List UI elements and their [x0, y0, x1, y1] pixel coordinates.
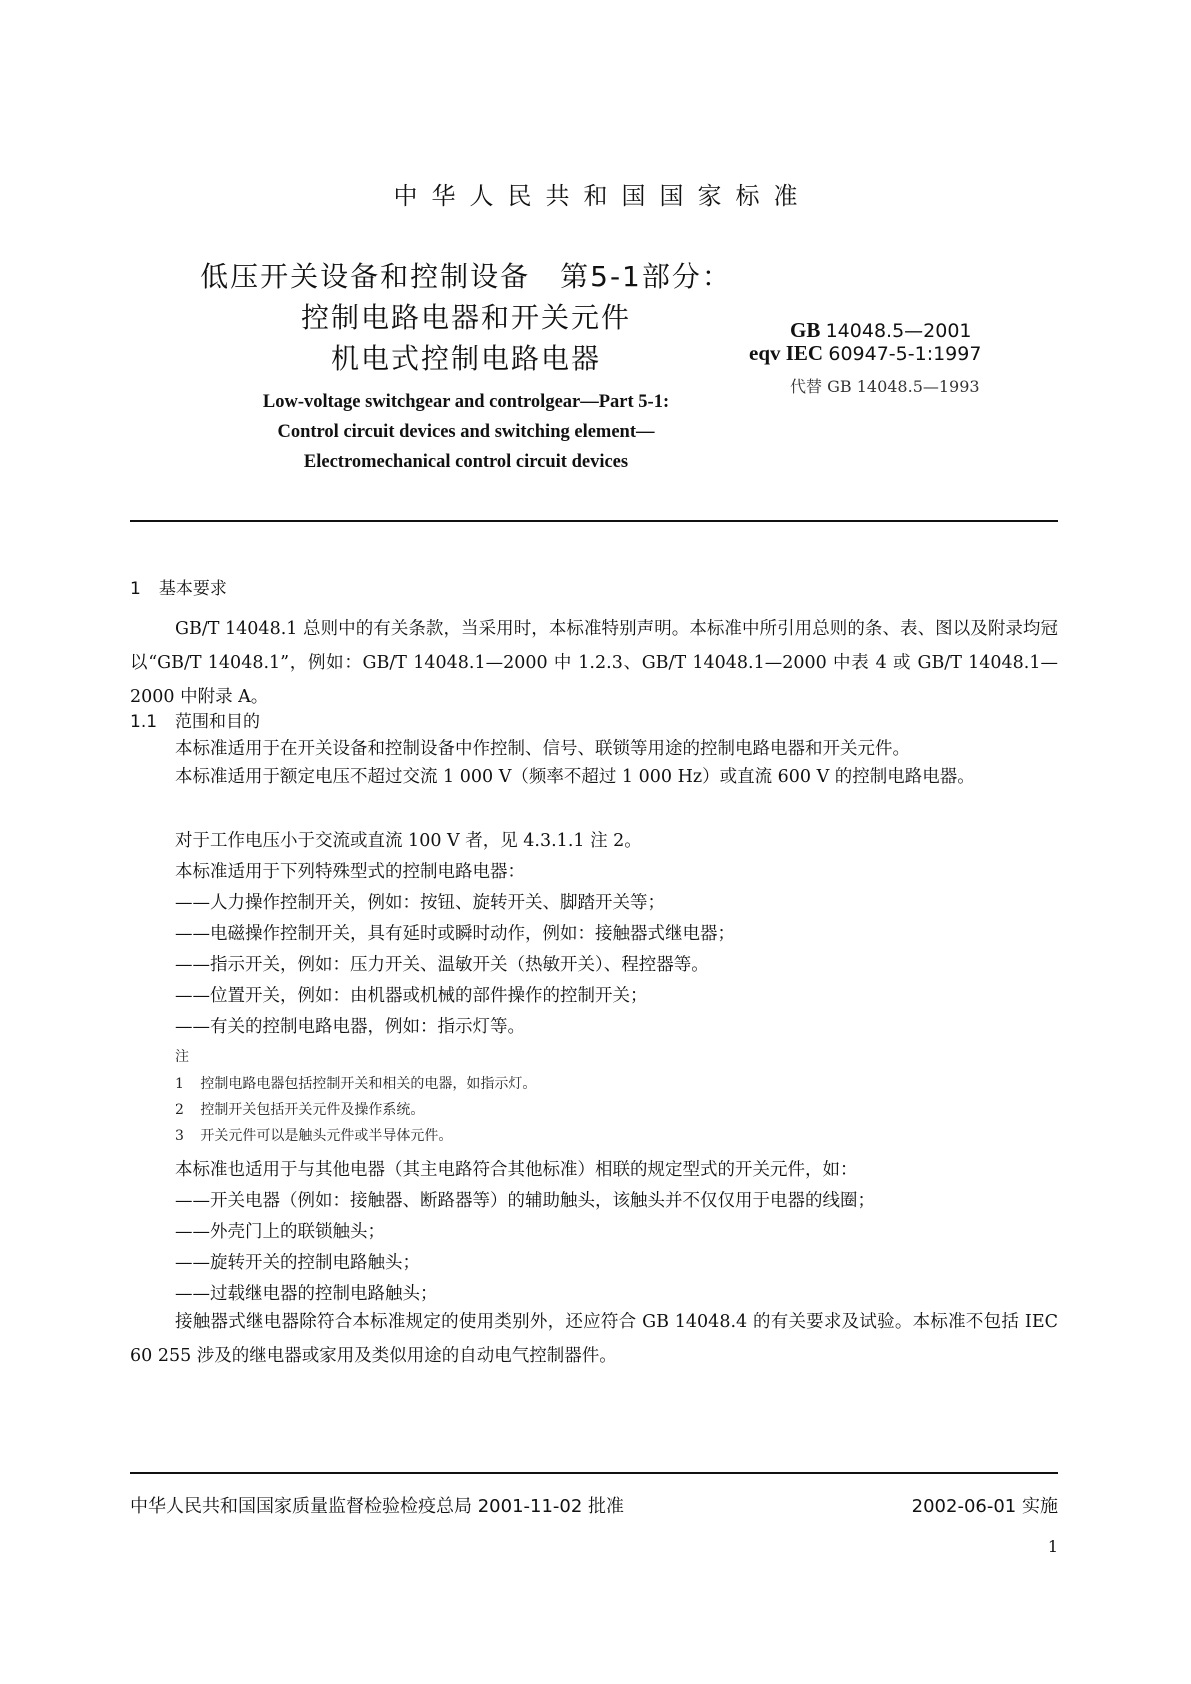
list-item-overload-relay-contacts: ——过载继电器的控制电路触头； [175, 1284, 438, 1304]
list-item-associated-devices: ——有关的控制电路电器，例如：指示灯等。 [175, 1017, 525, 1037]
title-cn-line-2: 控制电路电器和开关元件 [300, 301, 631, 334]
title-en-line-1: Low-voltage switchgear and controlgear—Part 5-1: [262, 392, 670, 412]
note-1 [175, 1073, 536, 1093]
standard-number-value: 14048.5—2001 [825, 320, 972, 342]
note-2-text: 控制开关包括开关元件及操作系统。 [200, 1102, 425, 1118]
title-cn-line-1: 低压开关设备和控制设备 第5-1部分： [200, 260, 732, 293]
note-2-number: 2 [175, 1102, 184, 1118]
national-standard-heading: 中华人民共和国国家标准 [393, 182, 812, 210]
standard-number-prefix: GB [790, 318, 821, 342]
implementation-date: 2002-06-01 实施 [911, 1496, 1058, 1517]
note-label: 注 [175, 1049, 189, 1065]
title-en-line-2: Control circuit devices and switching element— [277, 422, 655, 442]
list-item-pilot-switch: ——指示开关，例如：压力开关、温敏开关（热敏开关）、程控器等。 [175, 955, 709, 975]
title-cn-line-3: 机电式控制电路电器 [330, 342, 601, 375]
page-number: 1 [1047, 1537, 1058, 1556]
list-item-door-interlock: ——外壳门上的联锁触头； [175, 1222, 385, 1242]
note-1-text: 控制电路电器包括控制开关和相关的电器，如指示灯。 [200, 1076, 537, 1092]
section-1-1-heading [130, 707, 260, 732]
list-item-rotary-switch-contacts: ——旋转开关的控制电路触头； [175, 1253, 420, 1273]
list-item-auxiliary-contacts: ——开关电器（例如：接触器、断路器等）的辅助触头，该触头并不仅仅用于电器的线圈； [175, 1191, 875, 1211]
standard-number [790, 318, 972, 343]
approval-statement: 中华人民共和国国家质量监督检验检疫总局 2001-11-02 批准 [130, 1496, 625, 1517]
list-item-position-switch: ——位置开关，例如：由机器或机械的部件操作的控制开关； [175, 986, 648, 1006]
note-3-number: 3 [175, 1128, 184, 1144]
scope-paragraph-voltage: 本标准适用于额定电压不超过交流 1 000 V（频率不超过 1 000 Hz）或直流 600 V 的控制电路电器。 [175, 767, 975, 787]
scope-line-1: 本标准适用于在开关设备和控制设备中作控制、信号、联锁等用途的控制电路电器和开关元件。 [175, 739, 910, 759]
list-item-manual-switch: ——人力操作控制开关，例如：按钮、旋转开关、脚踏开关等； [175, 893, 665, 913]
section-1-number: 1 [130, 579, 141, 599]
note-3-text: 开关元件可以是触头元件或半导体元件。 [200, 1128, 453, 1144]
title-en-line-3: Electromechanical control circuit devices [303, 452, 629, 472]
scope-line-voltage-note: 对于工作电压小于交流或直流 100 V 者，见 4.3.1.1 注 2。 [175, 831, 642, 851]
equivalent-number: 60947-5-1:1997 [828, 343, 982, 365]
paragraph-contactor-relays: 接触器式继电器除符合本标准规定的使用类别外，还应符合 GB 14048.4 的有关要求及试验。本标准不包括 IEC 60 255 涉及的继电器或家用及类似用途的自动电气控制器件。 [130, 1312, 1058, 1366]
scope-line-switching-elements: 本标准也适用于与其他电器（其主电路符合其他标准）相联的规定型式的开关元件，如： [175, 1160, 858, 1180]
paragraph-general: GB/T 14048.1 总则中的有关条款，当采用时，本标准特别声明。本标准中所引用总则的条、表、图以及附录均冠以“GB/T 14048.1”，例如：GB/T 14048.1—2000 中 1.2.3、GB/T 14048.1—2000 中表 4 或 GB/T 14048.1—2000 中附录 A。 [130, 619, 1058, 707]
equivalent-standard [749, 341, 981, 366]
equivalent-prefix: eqv IEC [749, 341, 824, 365]
header-rule [130, 520, 1058, 522]
section-1-title: 基本要求 [158, 579, 227, 599]
replaces-note: 代替 GB 14048.5—1993 [790, 377, 980, 396]
section-1-heading [130, 574, 227, 599]
scope-line-special-types: 本标准适用于下列特殊型式的控制电路电器： [175, 862, 525, 882]
section-1-1-title: 范围和目的 [175, 712, 261, 732]
note-1-number: 1 [175, 1076, 184, 1092]
section-1-1-number: 1.1 [130, 712, 158, 732]
footer-rule [130, 1472, 1058, 1474]
list-item-electromagnetic-switch: ——电磁操作控制开关，具有延时或瞬时动作，例如：接触器式继电器； [175, 924, 735, 944]
note-3 [175, 1125, 452, 1145]
note-2 [175, 1099, 424, 1119]
